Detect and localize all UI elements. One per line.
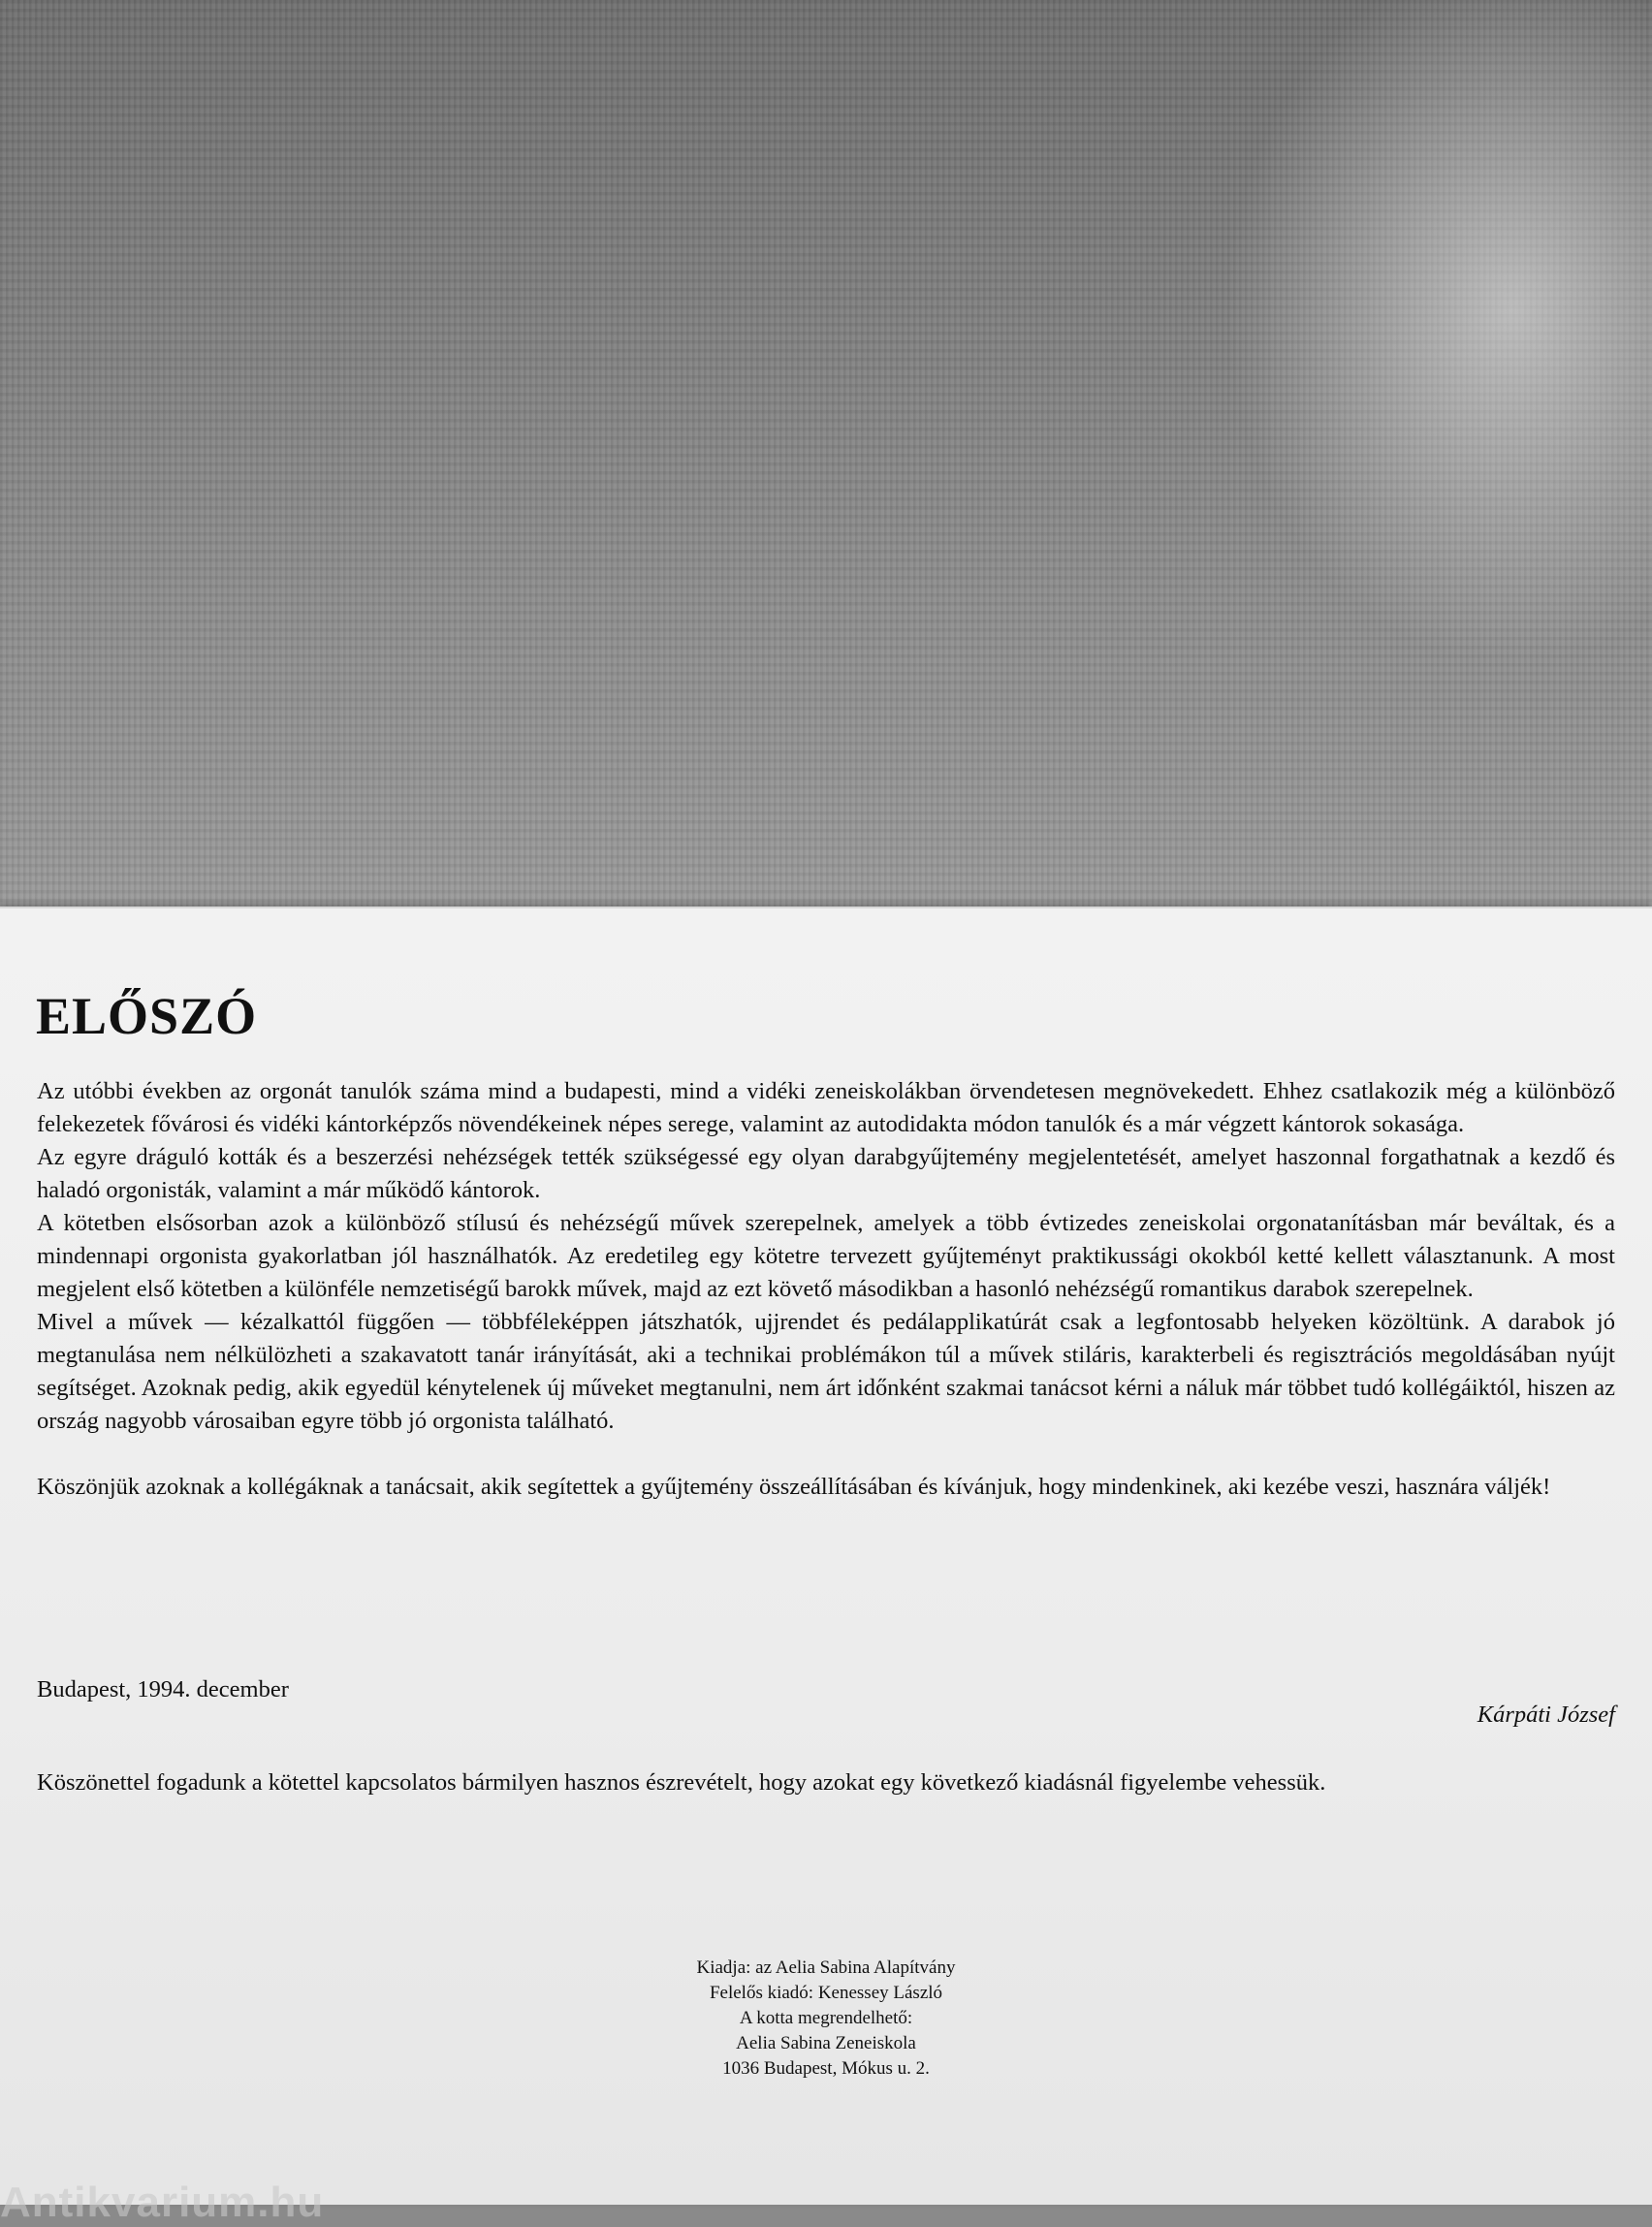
place-date: Budapest, 1994. december: [37, 1676, 289, 1702]
paragraph-3: A kötetben elsősorban azok a különböző stílusú és nehézségű művek szerepelnek, amelyek a több évtizedes zeneiskolai orgonatanításban már beváltak, és a mindennapi orgonista gyakorlatban jól használhatók. Az eredetileg egy kötetre tervezett gyűjteményt praktikussági okokból ketté kellett választanunk. A most megjelent első kötetben a különféle nemzetiségű barokk művek, majd az ezt követő másodikban a hasonló nehézségű romantikus darabok szerepelnek.: [37, 1210, 1615, 1302]
paragraph-thanks: Köszönjük azoknak a kollégáknak a tanácsait, akik segítettek a gyűjtemény összeállításában és kívánjuk, hogy mindenkinek, aki kezébe veszi, hasznára váljék!: [37, 1474, 1551, 1500]
page-title: ELŐSZÓ: [36, 987, 258, 1045]
feedback-note: Köszönettel fogadunk a kötettel kapcsolatos bármilyen hasznos észrevételt, hogy azokat egy következő kiadásnál figyelembe vehessük.: [37, 1769, 1326, 1796]
imprint-publisher: Kiadja: az Aelia Sabina Alapítvány: [696, 1957, 956, 1978]
imprint-school: Aelia Sabina Zeneiskola: [736, 2033, 916, 2053]
site-watermark: Antikvarium.hu: [0, 2179, 325, 2226]
imprint-address: 1036 Budapest, Mókus u. 2.: [722, 2058, 930, 2079]
paragraph-2: Az egyre dráguló kották és a beszerzési nehézségek tették szükségessé egy olyan darabgyűjtemény megjelentetését, amelyet haszonnal forgathatnak a kezdő és haladó orgonisták, valamint a már működő kántorok.: [37, 1144, 1615, 1203]
publisher-imprint: [0, 1956, 1652, 2082]
preface-body: [37, 1075, 1615, 1504]
paragraph-1: Az utóbbi években az orgonát tanulók száma mind a budapesti, mind a vidéki zeneiskolákban örvendetesen megnövekedett. Ehhez csatlakozik még a különböző felekezetek fővárosi és vidéki kántorképzős növendékeinek népes serege, valamint az autodidakta módon tanulók és a már végzett kántorok sokasága.: [37, 1078, 1615, 1137]
preface-page: [0, 907, 1652, 2226]
cover-backdrop: [0, 0, 1652, 931]
author-signature: Kárpáti József: [1477, 1702, 1615, 1728]
imprint-order-label: A kotta megrendelhető:: [739, 2008, 913, 2028]
imprint-responsible: Felelős kiadó: Kenessey László: [709, 1983, 943, 2003]
paragraph-4: Mivel a művek — kézalkattól függően — többféleképpen játszhatók, ujjrendet és pedálapplikatúrát csak a legfontosabb helyeken közöltünk. A darabok jó megtanulása nem nélkülözheti a szakavatott tanár irányítását, aki a technikai problémákon túl a művek stiláris, karakterbeli és regisztrációs megoldásában nyújt segítséget. Azoknak pedig, akik egyedül kénytelenek új műveket megtanulni, nem árt időnként szakmai tanácsot kérni a náluk már többet tudó kollégáiktól, hiszen az ország nagyobb városaiban egyre több jó orgonista található.: [37, 1309, 1615, 1434]
